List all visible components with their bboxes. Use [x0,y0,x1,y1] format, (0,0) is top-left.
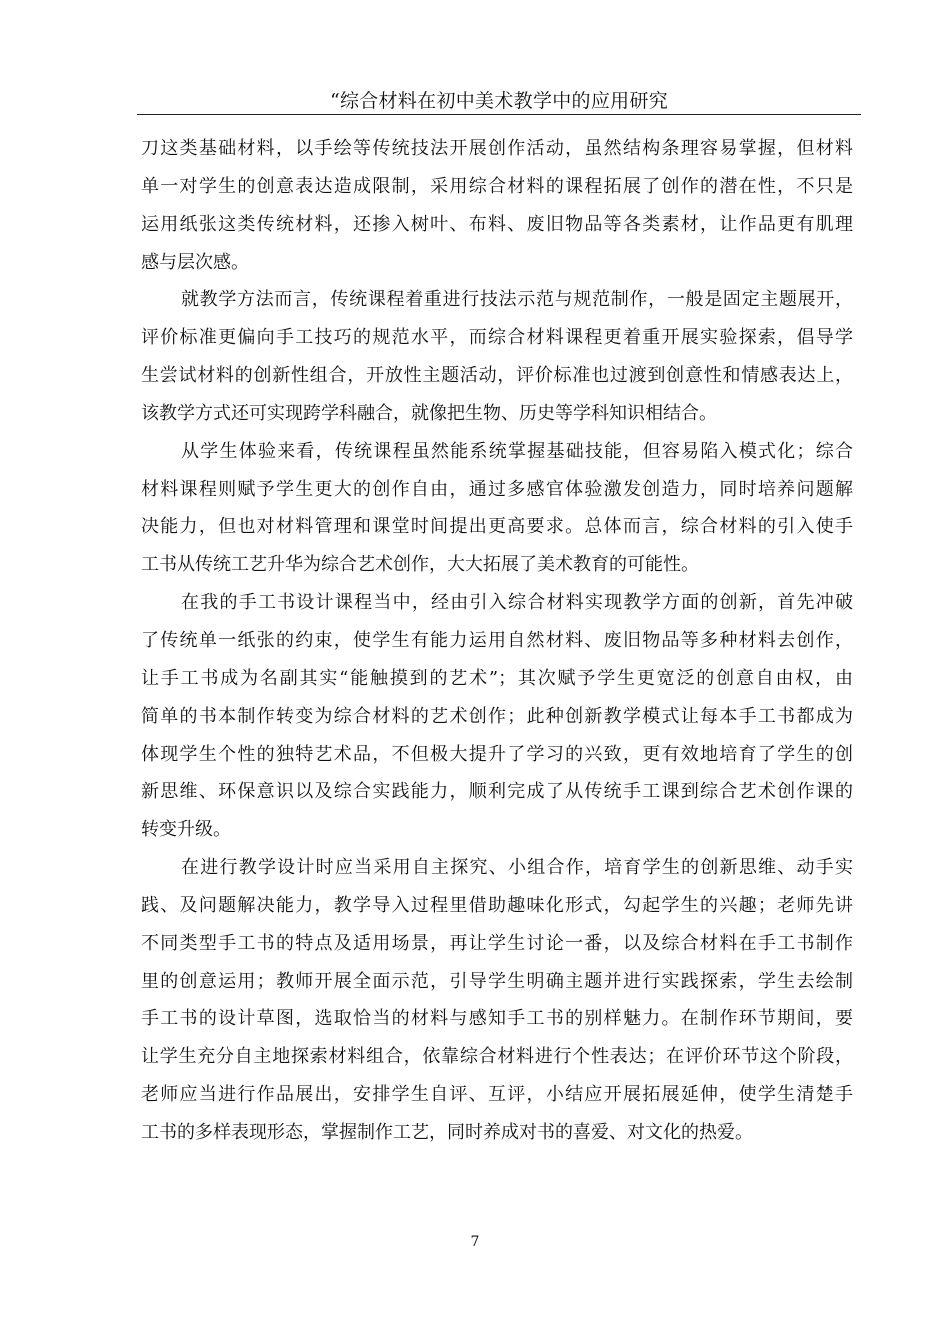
paragraph-line: 该教学方式还可实现跨学科融合，就像把生物、历史等学科知识相结合。 [141,402,717,424]
paragraph-line: 转变升级。 [141,819,231,841]
paragraph [141,433,853,584]
paragraph-line: 生尝试材料的创新性组合，开放性主题活动，评价标准也过渡到创意性和情感表达上， [141,365,853,387]
paragraph-line: 材料课程则赋予学生更大的创作自由，通过多感官体验激发创造力，同时培养问题解 [141,478,853,500]
paragraph-line: 运用纸张这类传统材料，还掺入树叶、布料、废旧物品等各类素材，让作品更有肌理 [141,213,853,235]
paragraph-line: 手工书的设计草图，选取恰当的材料与感知手工书的别样魅力。在制作环节期间，要 [141,1008,853,1030]
paragraph-line: 从学生体验来看，传统课程虽然能系统掌握基础技能，但容易陷入模式化；综合 [181,440,853,462]
running-header [137,88,861,115]
paragraph-line: 不同类型手工书的特点及适用场景，再让学生讨论一番，以及综合材料在手工书制作 [141,932,853,954]
paragraph-line: 让学生充分自主地探索材料组合，依靠综合材料进行个性表达；在评价环节这个阶段， [141,1046,853,1068]
paragraph-line: 在进行教学设计时应当采用自主探究、小组合作，培育学生的创新思维、动手实 [181,857,853,879]
paragraph-line: 让手工书成为名副其实“能触摸到的艺术”；其次赋予学生更宽泛的创意自由权，由 [141,667,853,689]
paragraph-line: 刀这类基础材料，以手绘等传统技法开展创作活动，虽然结构条理容易掌握，但材料 [141,138,853,159]
body-text [141,130,853,1152]
paragraph-line: 践、及问题解决能力，教学导入过程里借助趣味化形式，勾起学生的兴趣；老师先讲 [141,894,853,916]
paragraph-line: 工书从传统工艺升华为综合艺术创作，大大拓展了美术教育的可能性。 [141,554,699,576]
paragraph-line: 单一对学生的创意表达造成限制，采用综合材料的课程拓展了创作的潜在性，不只是 [141,175,853,197]
paragraph-line: 体现学生个性的独特艺术品，不但极大提升了学习的兴致，更有效地培育了学生的创 [141,743,853,765]
paragraph-line: 就教学方法而言，传统课程着重进行技法示范与规范制作，一般是固定主题展开， [181,289,853,311]
paragraph-line: 新思维、环保意识以及综合实践能力，顺利完成了从传统手工课到综合艺术创作课的 [141,781,853,803]
header-title: “综合材料在初中美术教学中的应用研究 [329,90,669,112]
paragraph-line: 里的创意运用；教师开展全面示范，引导学生明确主题并进行实践探索，学生去绘制 [141,970,853,992]
paragraph-line: 了传统单一纸张的约束，使学生有能力运用自然材料、废旧物品等多种材料去创作， [141,629,853,651]
paragraph-line: 评价标准更偏向手工技巧的规范水平，而综合材料课程更着重开展实验探索，倡导学 [141,327,853,349]
paragraph-line: 老师应当进行作品展出，安排学生自评、互评，小结应开展拓展延伸，使学生清楚手 [141,1084,853,1106]
paragraph [141,584,853,849]
paragraph [141,130,853,281]
paragraph [141,281,853,432]
paragraph [141,849,853,1152]
paragraph-line: 感与层次感。 [141,251,249,273]
paragraph-line: 工书的多样表现形态，掌握制作工艺，同时养成对书的喜爱、对文化的热爱。 [141,1121,753,1143]
paragraph-line: 简单的书本制作转变为综合材料的艺术创作；此种创新教学模式让每本手工书都成为 [141,705,853,727]
paragraph-line: 决能力，但也对材料管理和课堂时间提出更高要求。总体而言，综合材料的引入使手 [141,516,853,538]
page-number: 7 [470,1234,480,1250]
paragraph-line: 在我的手工书设计课程当中，经由引入综合材料实现教学方面的创新，首先冲破 [181,592,853,614]
